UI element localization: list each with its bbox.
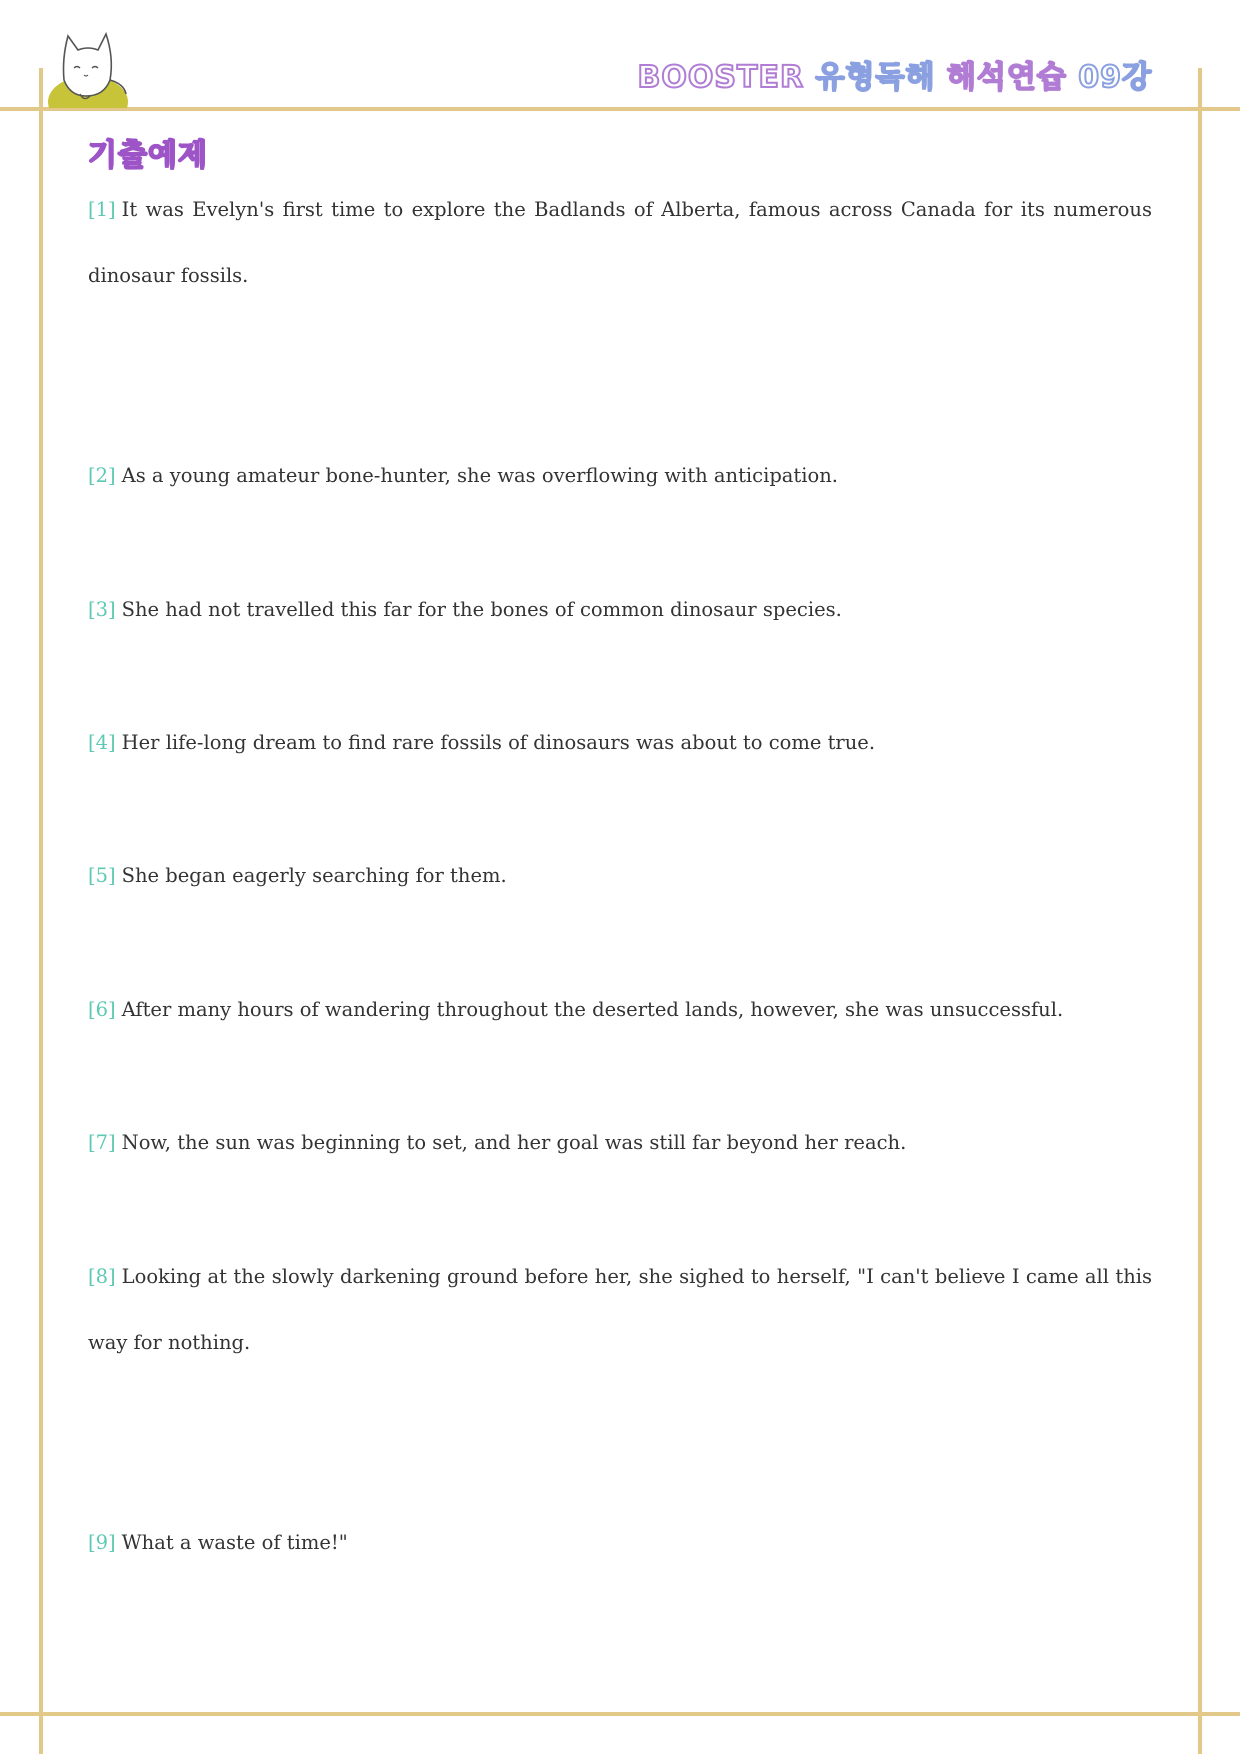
sentence-number: [5] (88, 864, 116, 887)
sentence-6 (88, 977, 1152, 1043)
sentence-number: [9] (88, 1531, 116, 1554)
sentence-text: Her life-long dream to find rare fossils of dinosaurs was about to come true. (121, 731, 876, 754)
sentence-8 (88, 1244, 1152, 1376)
header-divider (0, 107, 1240, 111)
sentence-text: Looking at the slowly darkening ground before her, she sighed to herself, "I can't believe I came all this way for nothing. (88, 1265, 1152, 1354)
section-title: 기출예제 (88, 138, 208, 173)
header-title-type: 유형독해 (815, 60, 936, 95)
sentence-number: [2] (88, 464, 116, 487)
sentence-text: She began eagerly searching for them. (121, 864, 507, 887)
sentence-5 (88, 843, 1152, 909)
header-title-lesson: 09강 (1078, 60, 1152, 95)
sentence-text: Now, the sun was beginning to set, and her goal was still far beyond her reach. (121, 1131, 907, 1154)
sentence-text: She had not travelled this far for the bones of common dinosaur species. (121, 598, 842, 621)
sentence-text: It was Evelyn's first time to explore the Badlands of Alberta, famous across Canada for its numerous dinosaur fossils. (88, 198, 1152, 287)
sentence-text: As a young amateur bone-hunter, she was overflowing with anticipation. (121, 464, 839, 487)
sentence-number: [7] (88, 1131, 116, 1154)
sentence-3 (88, 577, 1152, 643)
sentence-7 (88, 1110, 1152, 1176)
sentence-number: [8] (88, 1265, 116, 1288)
sentence-number: [6] (88, 998, 116, 1021)
footer-divider (0, 1712, 1240, 1716)
sentence-number: [3] (88, 598, 116, 621)
sentence-9 (88, 1510, 1152, 1576)
frame-right-line (1198, 68, 1202, 1754)
sentence-text: After many hours of wandering throughout the deserted lands, however, she was unsuccessful. (121, 998, 1064, 1021)
sentence-1 (88, 177, 1152, 309)
sentence-number: [4] (88, 731, 116, 754)
sentence-number: [1] (88, 198, 116, 221)
sentence-text: What a waste of time!" (121, 1531, 348, 1554)
header-title-practice: 해석연습 (946, 60, 1067, 95)
header-title (638, 58, 1152, 98)
frame-left-line (39, 68, 43, 1754)
sentence-2 (88, 443, 1152, 509)
header-title-booster: BOOSTER (637, 60, 805, 95)
cat-logo-icon (44, 28, 134, 108)
sentence-4 (88, 710, 1152, 776)
